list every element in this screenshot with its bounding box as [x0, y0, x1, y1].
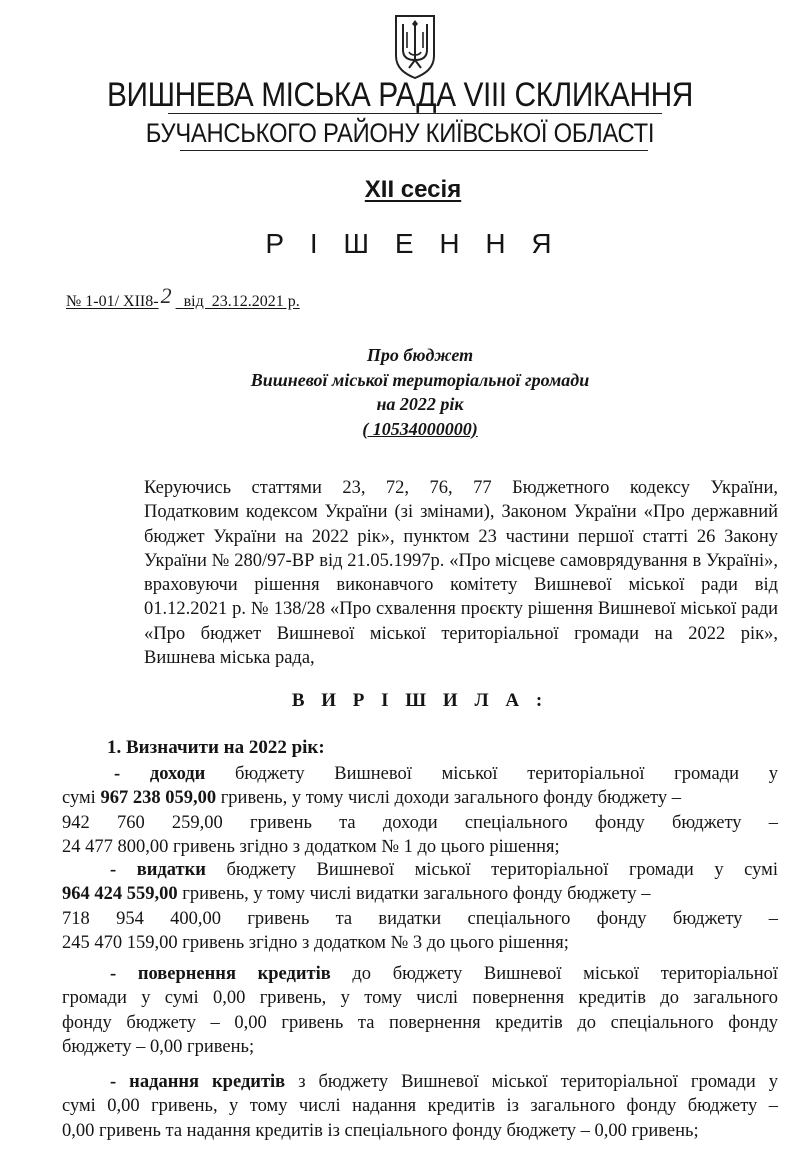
expenses-line-4: 245 470 159,00 гривень згідно з додатком № 3 до цього рішення; [62, 932, 569, 953]
loan-repayment-line-1 [62, 962, 778, 986]
loan-repayment-line-3: фонду бюджету – 0,00 гривень та повернення кредитів до спеціального фонду [62, 1012, 778, 1033]
loan-repayment-line-2: громади у сумі 0,00 гривень, у тому числі повернення кредитів до загального [62, 988, 778, 1009]
session-text: XII сесія [364, 176, 462, 203]
preamble-line-3: бюджет України на 2022 рік», пунктом 23 частини першої статті 26 Закону [144, 526, 778, 547]
decision-date: від 23.12.2021 р. [183, 293, 300, 310]
preamble-line-4: України № 280/97-ВР від 21.05.1997р. «Про місцеве самоврядування в Україні», [144, 550, 778, 571]
income-line-1-rest: бюджету Вишневої міської територіальної громади у [205, 764, 778, 784]
decision-title [0, 343, 800, 441]
decision-number: № 1-01/ XII8- [66, 293, 159, 310]
preamble-line-8: Вишнева міська рада, [144, 648, 315, 669]
income-line-4: 24 477 800,00 гривень згідно з додатком № 1 до цього рішення; [62, 836, 560, 857]
title-line-2: Вишневої міської територіальної громади [250, 369, 590, 390]
loan-repayment-line-4: бюджету – 0,00 гривень; [62, 1036, 255, 1057]
preamble-line-7: «Про бюджет Вишневої міської територіальної громади на 2022 рік», [144, 623, 778, 644]
preamble-line-1: Керуючись статтями 23, 72, 76, 77 Бюджетного кодексу України, [144, 478, 778, 498]
preamble-line-5: враховуючи рішення виконавчого комітету Вишневої міської ради від [144, 575, 778, 596]
loan-repayment-dash: - [110, 964, 138, 984]
income-line-1 [62, 762, 778, 786]
expenses-dash: - [110, 860, 137, 880]
expenses-line-2-rest: гривень, у тому числі видатки загального фонду бюджету – [177, 884, 651, 905]
loan-granting-dash: - [110, 1072, 130, 1092]
expenses-line-1 [62, 858, 778, 882]
loan-repayment-paragraph [62, 962, 778, 1059]
loan-granting-line-3: 0,00 гривень та надання кредитів із спеціального фонду бюджету – 0,00 гривень; [62, 1120, 699, 1141]
income-line-2-rest: гривень, у тому числі доходи загального фонду бюджету – [216, 788, 682, 809]
title-line-3: на 2022 рік [376, 394, 464, 414]
loan-granting-line-2: сумі 0,00 гривень, у тому числі надання кредитів із загального фонду бюджету – [62, 1096, 778, 1117]
income-dash: - [114, 764, 150, 784]
income-keyword: доходи [149, 764, 206, 784]
handwritten-number: 2 [160, 283, 172, 308]
loan-granting-paragraph [62, 1070, 778, 1143]
loan-repayment-keyword: повернення кредитів [137, 964, 331, 984]
expenses-line-2 [62, 882, 778, 906]
decision-number-line [66, 283, 300, 312]
header-rule [168, 113, 662, 114]
income-amount: 967 238 059,00 [100, 788, 217, 809]
council-name: ВИШНЕВА МІСЬКА РАДА VIII СКЛИКАННЯ [107, 76, 693, 114]
item-1-title: 1. Визначити на 2022 рік: [107, 737, 325, 758]
expenses-amount: 964 424 559,00 [62, 884, 178, 905]
income-line-3: 942 760 259,00 гривень та доходи спеціального фонду бюджету – [62, 812, 778, 833]
expenses-keyword: видатки [136, 860, 206, 880]
expenses-line-3: 718 954 400,00 гривень та видатки спеціального фонду бюджету – [62, 908, 778, 929]
header-rule-2 [180, 150, 648, 151]
preamble [62, 476, 778, 670]
session-label [0, 176, 800, 204]
loan-granting-line-1-rest: з бюджету Вишневої міської територіальної громади у [285, 1072, 778, 1092]
loan-repayment-line-1-rest: до бюджету Вишневої міської територіальної [330, 964, 778, 984]
income-paragraph [62, 762, 778, 859]
title-line-1: Про бюджет [366, 345, 474, 365]
income-line-2-pre: сумі [62, 788, 101, 809]
preamble-line-6: 01.12.2021 р. № 138/28 «Про схвалення проєкту рішення Вишневої міської ради [144, 599, 778, 620]
budget-code: ( 10534000000) [362, 418, 478, 439]
income-line-2 [62, 786, 778, 810]
expenses-paragraph [62, 858, 778, 955]
district-name: БУЧАНСЬКОГО РАЙОНУ КИЇВСЬКОЇ ОБЛАСТІ [145, 118, 655, 148]
loan-granting-keyword: надання кредитів [129, 1072, 286, 1092]
document-type: Р І Ш Е Н Н Я [265, 228, 561, 259]
resolved-heading: В И Р І Ш И Л А : [291, 690, 549, 711]
expenses-line-1-rest: бюджету Вишневої міської територіальної громади у сумі [205, 860, 778, 880]
coat-of-arms-icon [393, 14, 437, 80]
preamble-line-2: Податковим кодексом України (зі змінами), Законом України «Про державний [144, 502, 778, 523]
loan-granting-line-1 [62, 1070, 778, 1094]
